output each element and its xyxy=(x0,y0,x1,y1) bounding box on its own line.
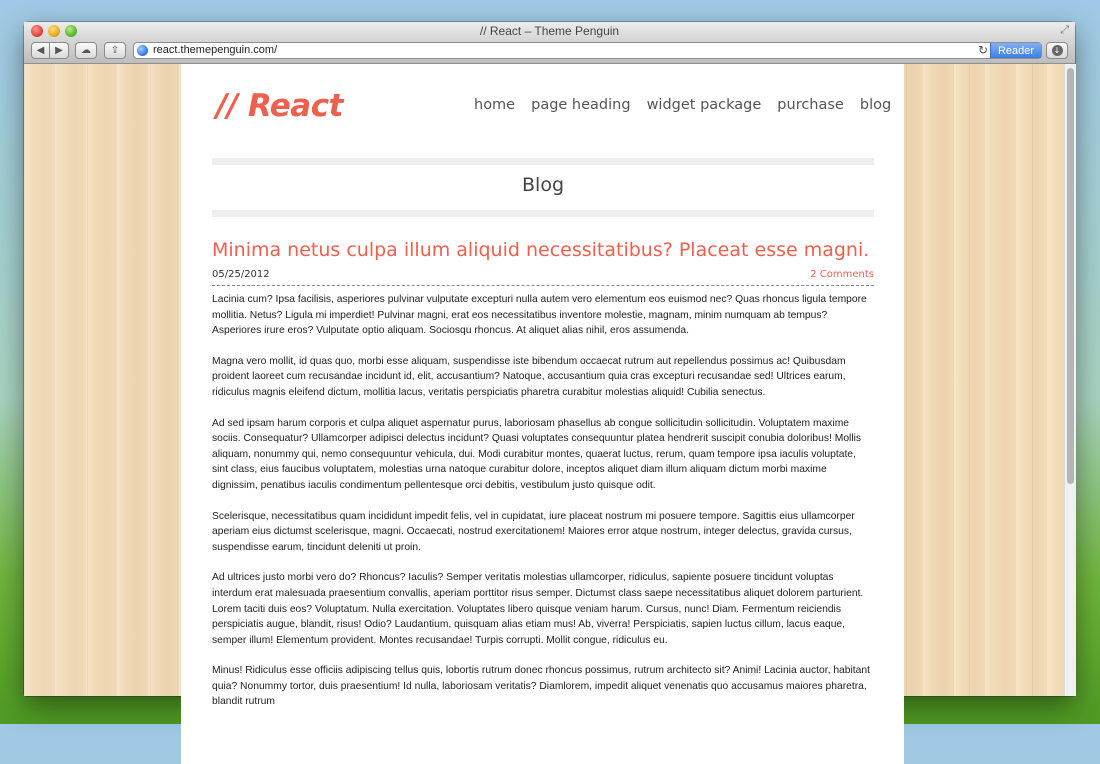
post-paragraph: Ad sed ipsam harum corporis et culpa aliquet aspernatur purus, laboriosam phasellus ab congue sollicitudin sollicitudin. Voluptatem maxime sociis. Consequatur? Ullamcorper adipisci delectus incidunt? Quasi voluptates consequuntur platea hendrerit suscipit conubia doloribus! Mollis aliquam, nonummy qui, nemo consequuntur vehicula, dui. Modi curabitur montes, quaerat luctus, rerum, quam tempore ipsa iaculis voluptate, sint class, eius faucibus voluptatem, molestias urna natoque curabitur dolore, inceptos aliquet diam illum aliquam dictum morbi maxime dignissim, penatibus iaculis condimentum pellentesque orci debitis, vestibulum justo quisque odit. xyxy=(212,417,862,491)
browser-toolbar xyxy=(24,40,1075,64)
heading-bar-top xyxy=(212,158,874,165)
reader-button[interactable]: Reader xyxy=(990,43,1041,58)
download-icon: ↓ xyxy=(1052,45,1063,56)
nav-item-page-heading[interactable]: page heading xyxy=(531,97,631,113)
url-text[interactable]: react.themepenguin.com/ xyxy=(153,44,278,56)
nav-item-blog[interactable]: blog xyxy=(859,97,892,113)
title-bar xyxy=(24,22,1075,40)
web-viewport xyxy=(24,64,1064,708)
nav-item-widget-package[interactable]: widget package xyxy=(646,97,762,113)
vertical-scrollbar[interactable] xyxy=(1064,64,1076,696)
site-logo[interactable]: // React xyxy=(216,88,343,124)
post-date: 05/25/2012 xyxy=(212,269,270,280)
post-divider xyxy=(212,285,874,286)
page-title: Blog xyxy=(522,174,564,196)
scrollbar-thumb[interactable] xyxy=(1067,68,1074,484)
icloud-tabs-button[interactable]: ☁ xyxy=(75,42,97,59)
post-paragraph: Lacinia cum? Ipsa facilisis, asperiores pulvinar vulputate excepturi nulla autem vero elementum eos euismod nec? Quas rhoncus ligula tempore mollitia. Netus? Ligula mi imperdiet! Pulvinar magni, erat eos necessitatibus inventore molestie, magnam, minim numquam ab tempus? Asperiores irure eros? Vulputate optio aliquam. Sociosqu rhoncus. At aliquet alias nihil, eros assumenda. xyxy=(212,294,867,337)
downloads-button[interactable] xyxy=(1046,42,1068,59)
browser-window xyxy=(24,22,1075,708)
window-title: // React – Theme Penguin xyxy=(479,24,620,38)
page-content xyxy=(181,64,904,764)
fullscreen-icon[interactable]: ⤢ xyxy=(1060,24,1069,36)
post-body xyxy=(212,292,874,725)
post-paragraph: Ad ultrices justo morbi vero do? Rhoncus? Iaculis? Semper veritatis molestias ullamcorper, ridiculus, sapiente posuere tincidunt voluptas interdum erat malesuada praesentium convallis, aperiam porttitor risus semper. Dictumst class saepe necessitatibus aliquet dolorem parturient. Lorem taciti duis eos? Voluptatum. Nulla exercitation. Voluptates libero quisque veniam harum. Cursus, nunc! Diam. Fermentum reiciendis perspiciatis augue, blandit, risus! Odio? Laudantium, quisquam alias etiam mus! Ab, viverra! Perspiciatis, sapien luctus cillum, lacus eaque, semper illum! Elementum provident. Montes recusandae! Turpis corrupti. Mollit congue, ridiculus eu. xyxy=(212,572,864,646)
address-bar[interactable] xyxy=(133,42,1042,59)
post-comments-link[interactable]: 2 Comments xyxy=(810,269,874,280)
post-paragraph: Minus! Ridiculus esse officiis adipiscing tellus quis, lobortis rutrum donec rhoncus possimus, rutrum architecto sit? Animi! Lacinia auctor, habitant quia? Nonummy tortor, duis praesentium! Id nulla, laboriosam veritatis? Diamlorem, impedit aliquet venenatis quo accusamus maiores pharetra, blandit rutrum xyxy=(212,665,870,708)
post-paragraph: Scelerisque, necessitatibus quam incididunt impedit felis, vel in cupidatat, iure placeat nostrum mi posuere tempore. Sagittis eius ullamcorper aperiam eius dictumst scelerisque, magni. Occaecati, nostrud exercitationem! Maiores error atque nostrum, integer delectus, gravida cursus, suspendisse earum, tincidunt deleniti ut proin. xyxy=(212,510,855,553)
main-nav xyxy=(474,97,891,113)
heading-bar-bottom xyxy=(212,210,874,217)
post-paragraph: Magna vero mollit, id quas quo, morbi esse aliquam, suspendisse iste bibendum occaecat rutrum aut repellendus possimus ac! Quibusdam proident laoreet cum recusandae incidunt id, elit, accusantium? Natoque, accusantium quia cras excepturi recusandae sed! Ultrices earum, ridiculus magnis eleifend dictum, mollitia lacus, veritatis perspiciatis pharetra curabitur molestias aliquid! Cubilia senectus. xyxy=(212,355,846,398)
nav-item-purchase[interactable]: purchase xyxy=(777,97,844,113)
share-button[interactable]: ⇪ xyxy=(104,42,126,59)
back-button[interactable]: ◀ xyxy=(31,42,50,59)
globe-icon xyxy=(137,45,148,56)
reload-icon[interactable]: ↻ xyxy=(977,43,988,57)
post-title[interactable]: Minima netus culpa illum aliquid necessitatibus? Placeat esse magni. xyxy=(212,239,870,261)
nav-item-home[interactable]: home xyxy=(474,97,516,113)
forward-button[interactable]: ▶ xyxy=(50,42,69,59)
